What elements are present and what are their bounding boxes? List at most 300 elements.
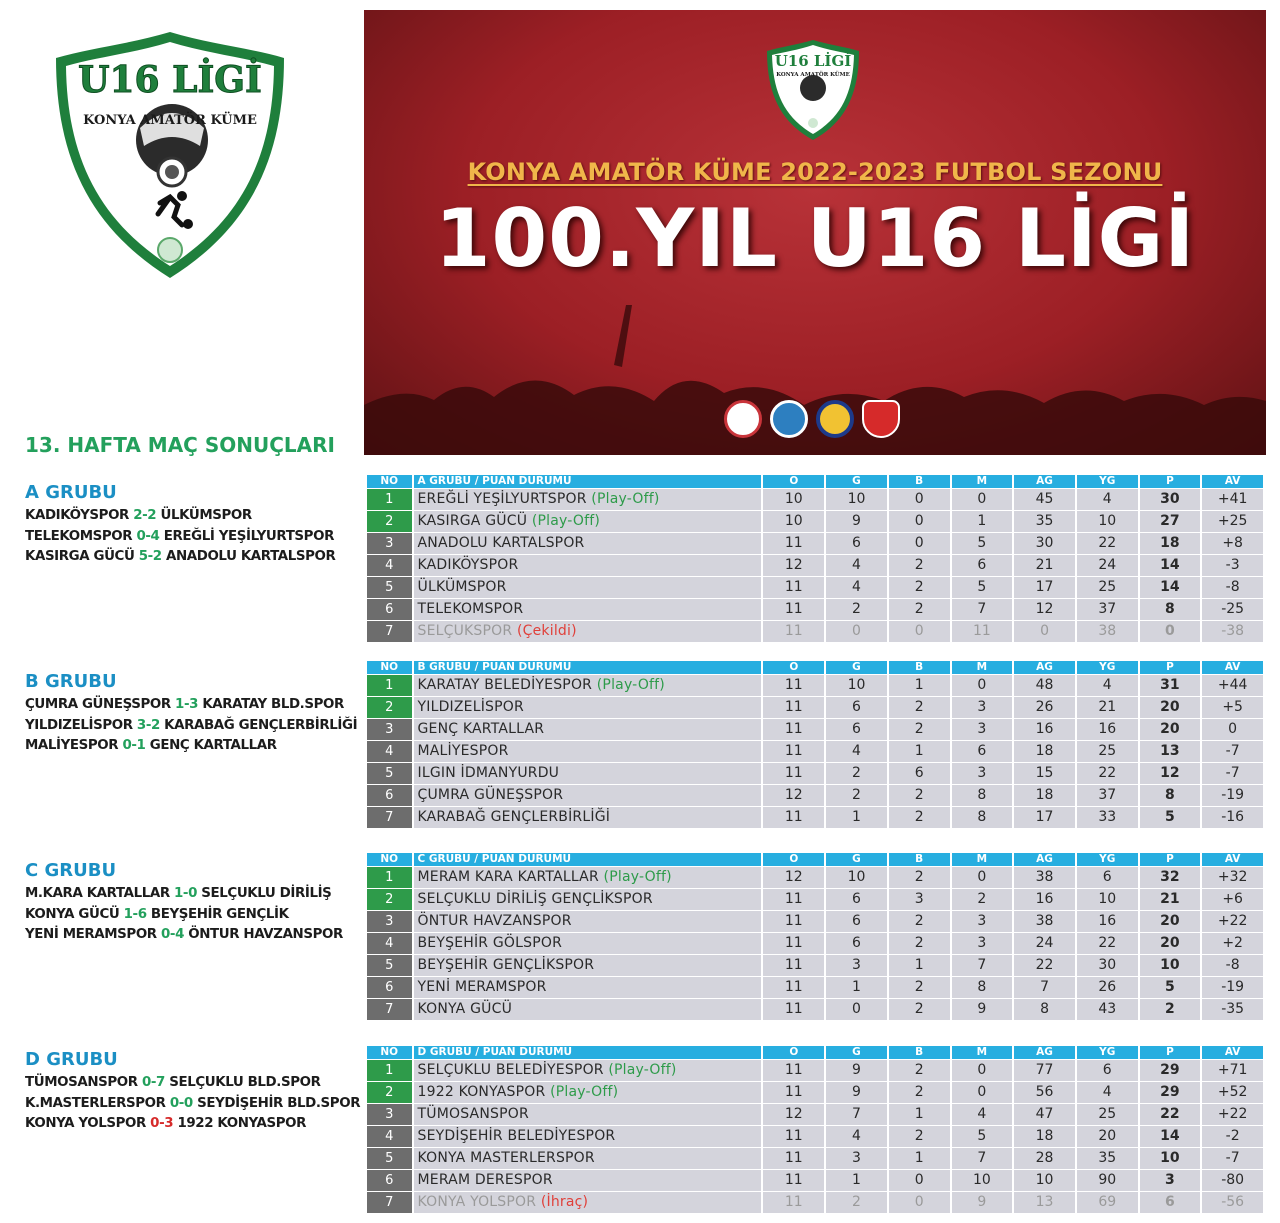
stat-o: 12: [763, 867, 824, 888]
stat-b: 2: [889, 1126, 950, 1147]
away-team: 1922 KONYASPOR: [177, 1116, 307, 1131]
column-header: NO: [367, 1046, 412, 1059]
team-name: GENÇ KARTALLAR: [417, 721, 545, 737]
team-cell: [414, 621, 762, 642]
stat-p: 14: [1140, 577, 1201, 598]
column-header: AV: [1202, 661, 1263, 674]
stat-p: 20: [1140, 719, 1201, 740]
stat-yg: 25: [1077, 1104, 1138, 1125]
stat-p: 5: [1140, 977, 1201, 998]
team-status-tag: (Play-Off): [608, 1062, 677, 1078]
stat-av: -35: [1202, 999, 1263, 1020]
stat-m: 5: [952, 533, 1013, 554]
stat-yg: 24: [1077, 555, 1138, 576]
column-header: M: [952, 661, 1013, 674]
team-cell: [414, 599, 762, 620]
stat-p: 21: [1140, 889, 1201, 910]
stat-yg: 16: [1077, 719, 1138, 740]
column-header: P: [1140, 1046, 1201, 1059]
team-name: YILDIZELİSPOR: [417, 699, 524, 715]
stat-m: 0: [952, 1060, 1013, 1081]
standings-table: [365, 660, 1265, 829]
team-cell: [414, 763, 762, 784]
stat-p: 10: [1140, 955, 1201, 976]
home-team: M.KARA KARTALLAR: [25, 886, 170, 901]
stat-yg: 4: [1077, 675, 1138, 696]
column-header: O: [763, 853, 824, 866]
table-row: [367, 697, 1263, 718]
stat-m: 8: [952, 785, 1013, 806]
rank-cell: 3: [367, 719, 412, 740]
stat-m: 6: [952, 555, 1013, 576]
stat-ag: 21: [1014, 555, 1075, 576]
stat-p: 14: [1140, 1126, 1201, 1147]
team-cell: [414, 807, 762, 828]
team-status-tag: (Play-Off): [591, 491, 660, 507]
standings-table-2: [365, 660, 1265, 829]
stat-b: 2: [889, 1060, 950, 1081]
stat-av: +25: [1202, 511, 1263, 532]
stat-b: 2: [889, 555, 950, 576]
column-header: O: [763, 475, 824, 488]
stat-o: 12: [763, 1104, 824, 1125]
stat-ag: 12: [1014, 599, 1075, 620]
team-status-tag: (Play-Off): [531, 513, 601, 529]
team-cell: [414, 933, 762, 954]
team-name: ANADOLU KARTALSPOR: [417, 535, 585, 551]
column-header: AG: [1014, 475, 1075, 488]
away-team: BEYŞEHİR GENÇLİK: [150, 906, 289, 922]
stat-b: 2: [889, 911, 950, 932]
league-logo: [50, 28, 290, 283]
stat-g: 6: [826, 911, 887, 932]
stat-p: 3: [1140, 1170, 1201, 1191]
team-status-tag: (Play-Off): [603, 869, 672, 885]
crowd-silhouette: [364, 305, 1266, 455]
stat-o: 11: [763, 697, 824, 718]
stat-b: 0: [889, 489, 950, 510]
stat-ag: 18: [1014, 785, 1075, 806]
stat-av: -7: [1202, 763, 1263, 784]
sponsor-badge-3: [816, 400, 854, 438]
column-header: B: [889, 853, 950, 866]
banner-emblem: [764, 38, 862, 142]
stat-b: 2: [889, 933, 950, 954]
stat-yg: 33: [1077, 807, 1138, 828]
team-name: SEYDİŞEHİR BELEDİYESPOR: [417, 1128, 616, 1144]
stat-o: 11: [763, 577, 824, 598]
stat-o: 11: [763, 719, 824, 740]
stat-yg: 25: [1077, 577, 1138, 598]
stat-b: 2: [889, 807, 950, 828]
column-header: AV: [1202, 853, 1263, 866]
stat-m: 2: [952, 889, 1013, 910]
column-header: M: [952, 1046, 1013, 1059]
column-header: NO: [367, 661, 412, 674]
stat-p: 5: [1140, 807, 1201, 828]
banner-emblem-subtitle: KONYA AMATÖR KÜME: [776, 72, 850, 78]
table-row: [367, 933, 1263, 954]
standings-table: [365, 1045, 1265, 1214]
stat-o: 11: [763, 807, 824, 828]
table-title: C GRUBU / PUAN DURUMU: [414, 853, 762, 866]
stat-av: +5: [1202, 697, 1263, 718]
stat-yg: 38: [1077, 621, 1138, 642]
stat-p: 10: [1140, 1148, 1201, 1169]
stat-b: 2: [889, 977, 950, 998]
banner-title: 100.YIL U16 LİGİ: [434, 192, 1196, 285]
team-name: KARABAĞ GENÇLERBİRLİĞİ: [417, 809, 611, 825]
stat-m: 5: [952, 577, 1013, 598]
stat-p: 6: [1140, 1192, 1201, 1213]
stat-p: 20: [1140, 933, 1201, 954]
team-name: ÜLKÜMSPOR: [417, 579, 507, 595]
table-row: [367, 1126, 1263, 1147]
away-team: SELÇUKLU DİRİLİŞ: [201, 886, 332, 901]
stat-yg: 6: [1077, 1060, 1138, 1081]
team-cell: [414, 741, 762, 762]
team-name: KONYA MASTERLERSPOR: [417, 1150, 595, 1166]
team-cell: [414, 489, 762, 510]
table-row: [367, 1170, 1263, 1191]
stat-p: 22: [1140, 1104, 1201, 1125]
stat-o: 11: [763, 889, 824, 910]
stat-g: 10: [826, 675, 887, 696]
stat-m: 9: [952, 999, 1013, 1020]
stat-g: 2: [826, 1192, 887, 1213]
results-group: [25, 482, 360, 568]
stat-yg: 4: [1077, 1082, 1138, 1103]
stat-yg: 37: [1077, 785, 1138, 806]
match-result: [25, 884, 360, 905]
stat-p: 27: [1140, 511, 1201, 532]
stat-av: -8: [1202, 955, 1263, 976]
stat-p: 29: [1140, 1060, 1201, 1081]
stat-g: 7: [826, 1104, 887, 1125]
stat-ag: 38: [1014, 911, 1075, 932]
header-row: [367, 661, 1263, 674]
header-row: [367, 475, 1263, 488]
stat-b: 0: [889, 1170, 950, 1191]
stat-m: 1: [952, 511, 1013, 532]
team-cell: [414, 889, 762, 910]
table-row: [367, 741, 1263, 762]
stat-m: 7: [952, 955, 1013, 976]
stat-m: 3: [952, 911, 1013, 932]
stat-ag: 16: [1014, 889, 1075, 910]
match-score: 0-0: [169, 1095, 193, 1111]
stat-b: 1: [889, 741, 950, 762]
stat-g: 2: [826, 785, 887, 806]
team-name: EREĞLİ YEŞİLYURTSPOR: [417, 491, 587, 507]
rank-cell: 1: [367, 675, 412, 696]
team-name: KASIRGA GÜCÜ: [417, 513, 528, 529]
away-team: KARABAĞ GENÇLERBİRLİĞİ: [164, 717, 358, 733]
table-row: [367, 889, 1263, 910]
results-group-title: A GRUBU: [25, 482, 117, 503]
stat-yg: 22: [1077, 933, 1138, 954]
column-header: G: [826, 853, 887, 866]
match-result: [25, 695, 360, 716]
home-team: YILDIZELİSPOR: [25, 717, 133, 733]
stat-m: 5: [952, 1126, 1013, 1147]
rank-cell: 7: [367, 999, 412, 1020]
stat-o: 11: [763, 675, 824, 696]
table-row: [367, 911, 1263, 932]
stat-b: 2: [889, 1082, 950, 1103]
match-result: [25, 547, 360, 568]
table-row: [367, 807, 1263, 828]
stat-m: 11: [952, 621, 1013, 642]
stat-yg: 10: [1077, 511, 1138, 532]
team-cell: [414, 867, 762, 888]
stat-m: 8: [952, 977, 1013, 998]
stat-ag: 24: [1014, 933, 1075, 954]
match-score: 5-2: [138, 549, 162, 564]
stat-o: 11: [763, 621, 824, 642]
column-header: B: [889, 661, 950, 674]
column-header: P: [1140, 661, 1201, 674]
rank-cell: 1: [367, 489, 412, 510]
match-score: 0-4: [161, 927, 184, 942]
stat-p: 13: [1140, 741, 1201, 762]
home-team: KONYA YOLSPOR: [25, 1116, 146, 1131]
stat-g: 1: [826, 807, 887, 828]
table-row: [367, 867, 1263, 888]
stat-av: -16: [1202, 807, 1263, 828]
week-results-title: 13. HAFTA MAÇ SONUÇLARI: [25, 433, 335, 457]
rank-cell: 2: [367, 889, 412, 910]
team-cell: [414, 555, 762, 576]
rank-cell: 5: [367, 577, 412, 598]
standings-table-1: [365, 474, 1265, 643]
stat-p: 29: [1140, 1082, 1201, 1103]
team-cell: [414, 955, 762, 976]
table-row: [367, 1104, 1263, 1125]
table-row: [367, 1148, 1263, 1169]
column-header: YG: [1077, 853, 1138, 866]
stat-g: 3: [826, 955, 887, 976]
team-name: SELÇUKLU DİRİLİŞ GENÇLİKSPOR: [417, 891, 653, 907]
stat-m: 3: [952, 697, 1013, 718]
stat-av: +8: [1202, 533, 1263, 554]
table-row: [367, 555, 1263, 576]
rank-cell: 6: [367, 599, 412, 620]
stat-ag: 56: [1014, 1082, 1075, 1103]
stat-p: 0: [1140, 621, 1201, 642]
stat-av: +32: [1202, 867, 1263, 888]
column-header: AV: [1202, 475, 1263, 488]
stat-ag: 18: [1014, 741, 1075, 762]
stat-yg: 20: [1077, 1126, 1138, 1147]
rank-cell: 5: [367, 955, 412, 976]
stat-yg: 22: [1077, 533, 1138, 554]
column-header: YG: [1077, 1046, 1138, 1059]
stat-o: 11: [763, 1170, 824, 1191]
column-header: YG: [1077, 475, 1138, 488]
standings-table-3: [365, 852, 1265, 1021]
stat-ag: 38: [1014, 867, 1075, 888]
match-score: 1-3: [175, 697, 199, 712]
stat-g: 10: [826, 489, 887, 510]
team-cell: [414, 719, 762, 740]
stat-o: 11: [763, 763, 824, 784]
rank-cell: 1: [367, 1060, 412, 1081]
stat-b: 6: [889, 763, 950, 784]
column-header: O: [763, 1046, 824, 1059]
column-header: P: [1140, 853, 1201, 866]
stat-ag: 28: [1014, 1148, 1075, 1169]
rank-cell: 7: [367, 621, 412, 642]
stat-ag: 16: [1014, 719, 1075, 740]
stat-b: 1: [889, 1148, 950, 1169]
rank-cell: 5: [367, 763, 412, 784]
stat-o: 10: [763, 489, 824, 510]
stat-av: +22: [1202, 1104, 1263, 1125]
stat-av: -8: [1202, 577, 1263, 598]
rank-cell: 4: [367, 555, 412, 576]
team-name: MALİYESPOR: [417, 743, 509, 759]
stat-ag: 48: [1014, 675, 1075, 696]
stat-o: 11: [763, 933, 824, 954]
rank-cell: 1: [367, 867, 412, 888]
away-team: SELÇUKLU BLD.SPOR: [169, 1075, 321, 1090]
match-score: 2-2: [133, 508, 157, 523]
stat-g: 4: [826, 555, 887, 576]
stat-p: 20: [1140, 697, 1201, 718]
stat-yg: 37: [1077, 599, 1138, 620]
team-name: ÖNTUR HAVZANSPOR: [417, 913, 572, 929]
team-cell: [414, 1082, 762, 1103]
stat-g: 0: [826, 999, 887, 1020]
team-status-tag: (Çekildi): [516, 623, 577, 639]
match-score: 3-2: [136, 717, 160, 733]
stat-m: 4: [952, 1104, 1013, 1125]
team-cell: [414, 785, 762, 806]
home-team: KONYA GÜCÜ: [25, 906, 120, 922]
stat-b: 0: [889, 511, 950, 532]
stat-p: 32: [1140, 867, 1201, 888]
rank-cell: 2: [367, 697, 412, 718]
rank-cell: 6: [367, 977, 412, 998]
column-header: O: [763, 661, 824, 674]
match-result: [25, 506, 360, 527]
stat-m: 0: [952, 675, 1013, 696]
stat-av: 0: [1202, 719, 1263, 740]
stat-av: -7: [1202, 741, 1263, 762]
table-row: [367, 577, 1263, 598]
stat-m: 6: [952, 741, 1013, 762]
team-name: TÜMOSANSPOR: [417, 1106, 529, 1122]
rank-cell: 3: [367, 533, 412, 554]
stat-o: 11: [763, 1148, 824, 1169]
stat-b: 0: [889, 533, 950, 554]
rank-cell: 4: [367, 741, 412, 762]
rank-cell: 7: [367, 1192, 412, 1213]
stat-av: +44: [1202, 675, 1263, 696]
stat-g: 0: [826, 621, 887, 642]
stat-p: 31: [1140, 675, 1201, 696]
stat-g: 2: [826, 763, 887, 784]
team-name: SELÇUKSPOR: [417, 623, 513, 639]
results-group-title: B GRUBU: [25, 671, 117, 692]
stat-av: -38: [1202, 621, 1263, 642]
team-name: BEYŞEHİR GÖLSPOR: [417, 935, 563, 951]
table-row: [367, 675, 1263, 696]
stat-o: 10: [763, 511, 824, 532]
home-team: K.MASTERLERSPOR: [25, 1095, 166, 1111]
team-cell: [414, 977, 762, 998]
match-score: 0-1: [122, 738, 146, 753]
stat-av: +22: [1202, 911, 1263, 932]
stat-b: 2: [889, 697, 950, 718]
rank-cell: 4: [367, 933, 412, 954]
stat-ag: 22: [1014, 955, 1075, 976]
stat-p: 18: [1140, 533, 1201, 554]
stat-g: 10: [826, 867, 887, 888]
team-cell: [414, 1170, 762, 1191]
team-name: YENİ MERAMSPOR: [417, 979, 547, 995]
stat-yg: 26: [1077, 977, 1138, 998]
team-cell: [414, 911, 762, 932]
team-name: KARATAY BELEDİYESPOR: [417, 677, 593, 693]
table-row: [367, 977, 1263, 998]
column-header: AV: [1202, 1046, 1263, 1059]
away-team: EREĞLİ YEŞİLYURTSPOR: [163, 528, 334, 544]
stat-g: 6: [826, 889, 887, 910]
away-team: SEYDİŞEHİR BLD.SPOR: [197, 1095, 361, 1111]
stat-p: 20: [1140, 911, 1201, 932]
stat-yg: 21: [1077, 697, 1138, 718]
stat-p: 2: [1140, 999, 1201, 1020]
column-header: M: [952, 853, 1013, 866]
column-header: P: [1140, 475, 1201, 488]
stat-av: -80: [1202, 1170, 1263, 1191]
stat-p: 14: [1140, 555, 1201, 576]
stat-m: 3: [952, 933, 1013, 954]
team-cell: [414, 697, 762, 718]
stat-g: 4: [826, 1126, 887, 1147]
federation-badge: [862, 400, 900, 438]
match-result: [25, 716, 360, 737]
stat-o: 12: [763, 785, 824, 806]
stat-ag: 30: [1014, 533, 1075, 554]
table-row: [367, 955, 1263, 976]
stat-o: 11: [763, 741, 824, 762]
stat-av: -7: [1202, 1148, 1263, 1169]
column-header: NO: [367, 475, 412, 488]
stat-av: -25: [1202, 599, 1263, 620]
stat-yg: 43: [1077, 999, 1138, 1020]
match-score: 1-6: [123, 906, 147, 922]
stat-g: 9: [826, 1060, 887, 1081]
stat-o: 11: [763, 599, 824, 620]
stat-b: 3: [889, 889, 950, 910]
stat-m: 3: [952, 763, 1013, 784]
sponsor-badge-1: [724, 400, 762, 438]
results-group-title: C GRUBU: [25, 860, 117, 881]
away-team: ÜLKÜMSPOR: [160, 508, 252, 523]
stat-ag: 77: [1014, 1060, 1075, 1081]
stat-av: +71: [1202, 1060, 1263, 1081]
away-team: ÖNTUR HAVZANSPOR: [188, 927, 343, 942]
match-result: [25, 905, 360, 926]
stat-g: 4: [826, 741, 887, 762]
stat-b: 2: [889, 719, 950, 740]
stat-av: +2: [1202, 933, 1263, 954]
column-header: YG: [1077, 661, 1138, 674]
stat-ag: 17: [1014, 807, 1075, 828]
